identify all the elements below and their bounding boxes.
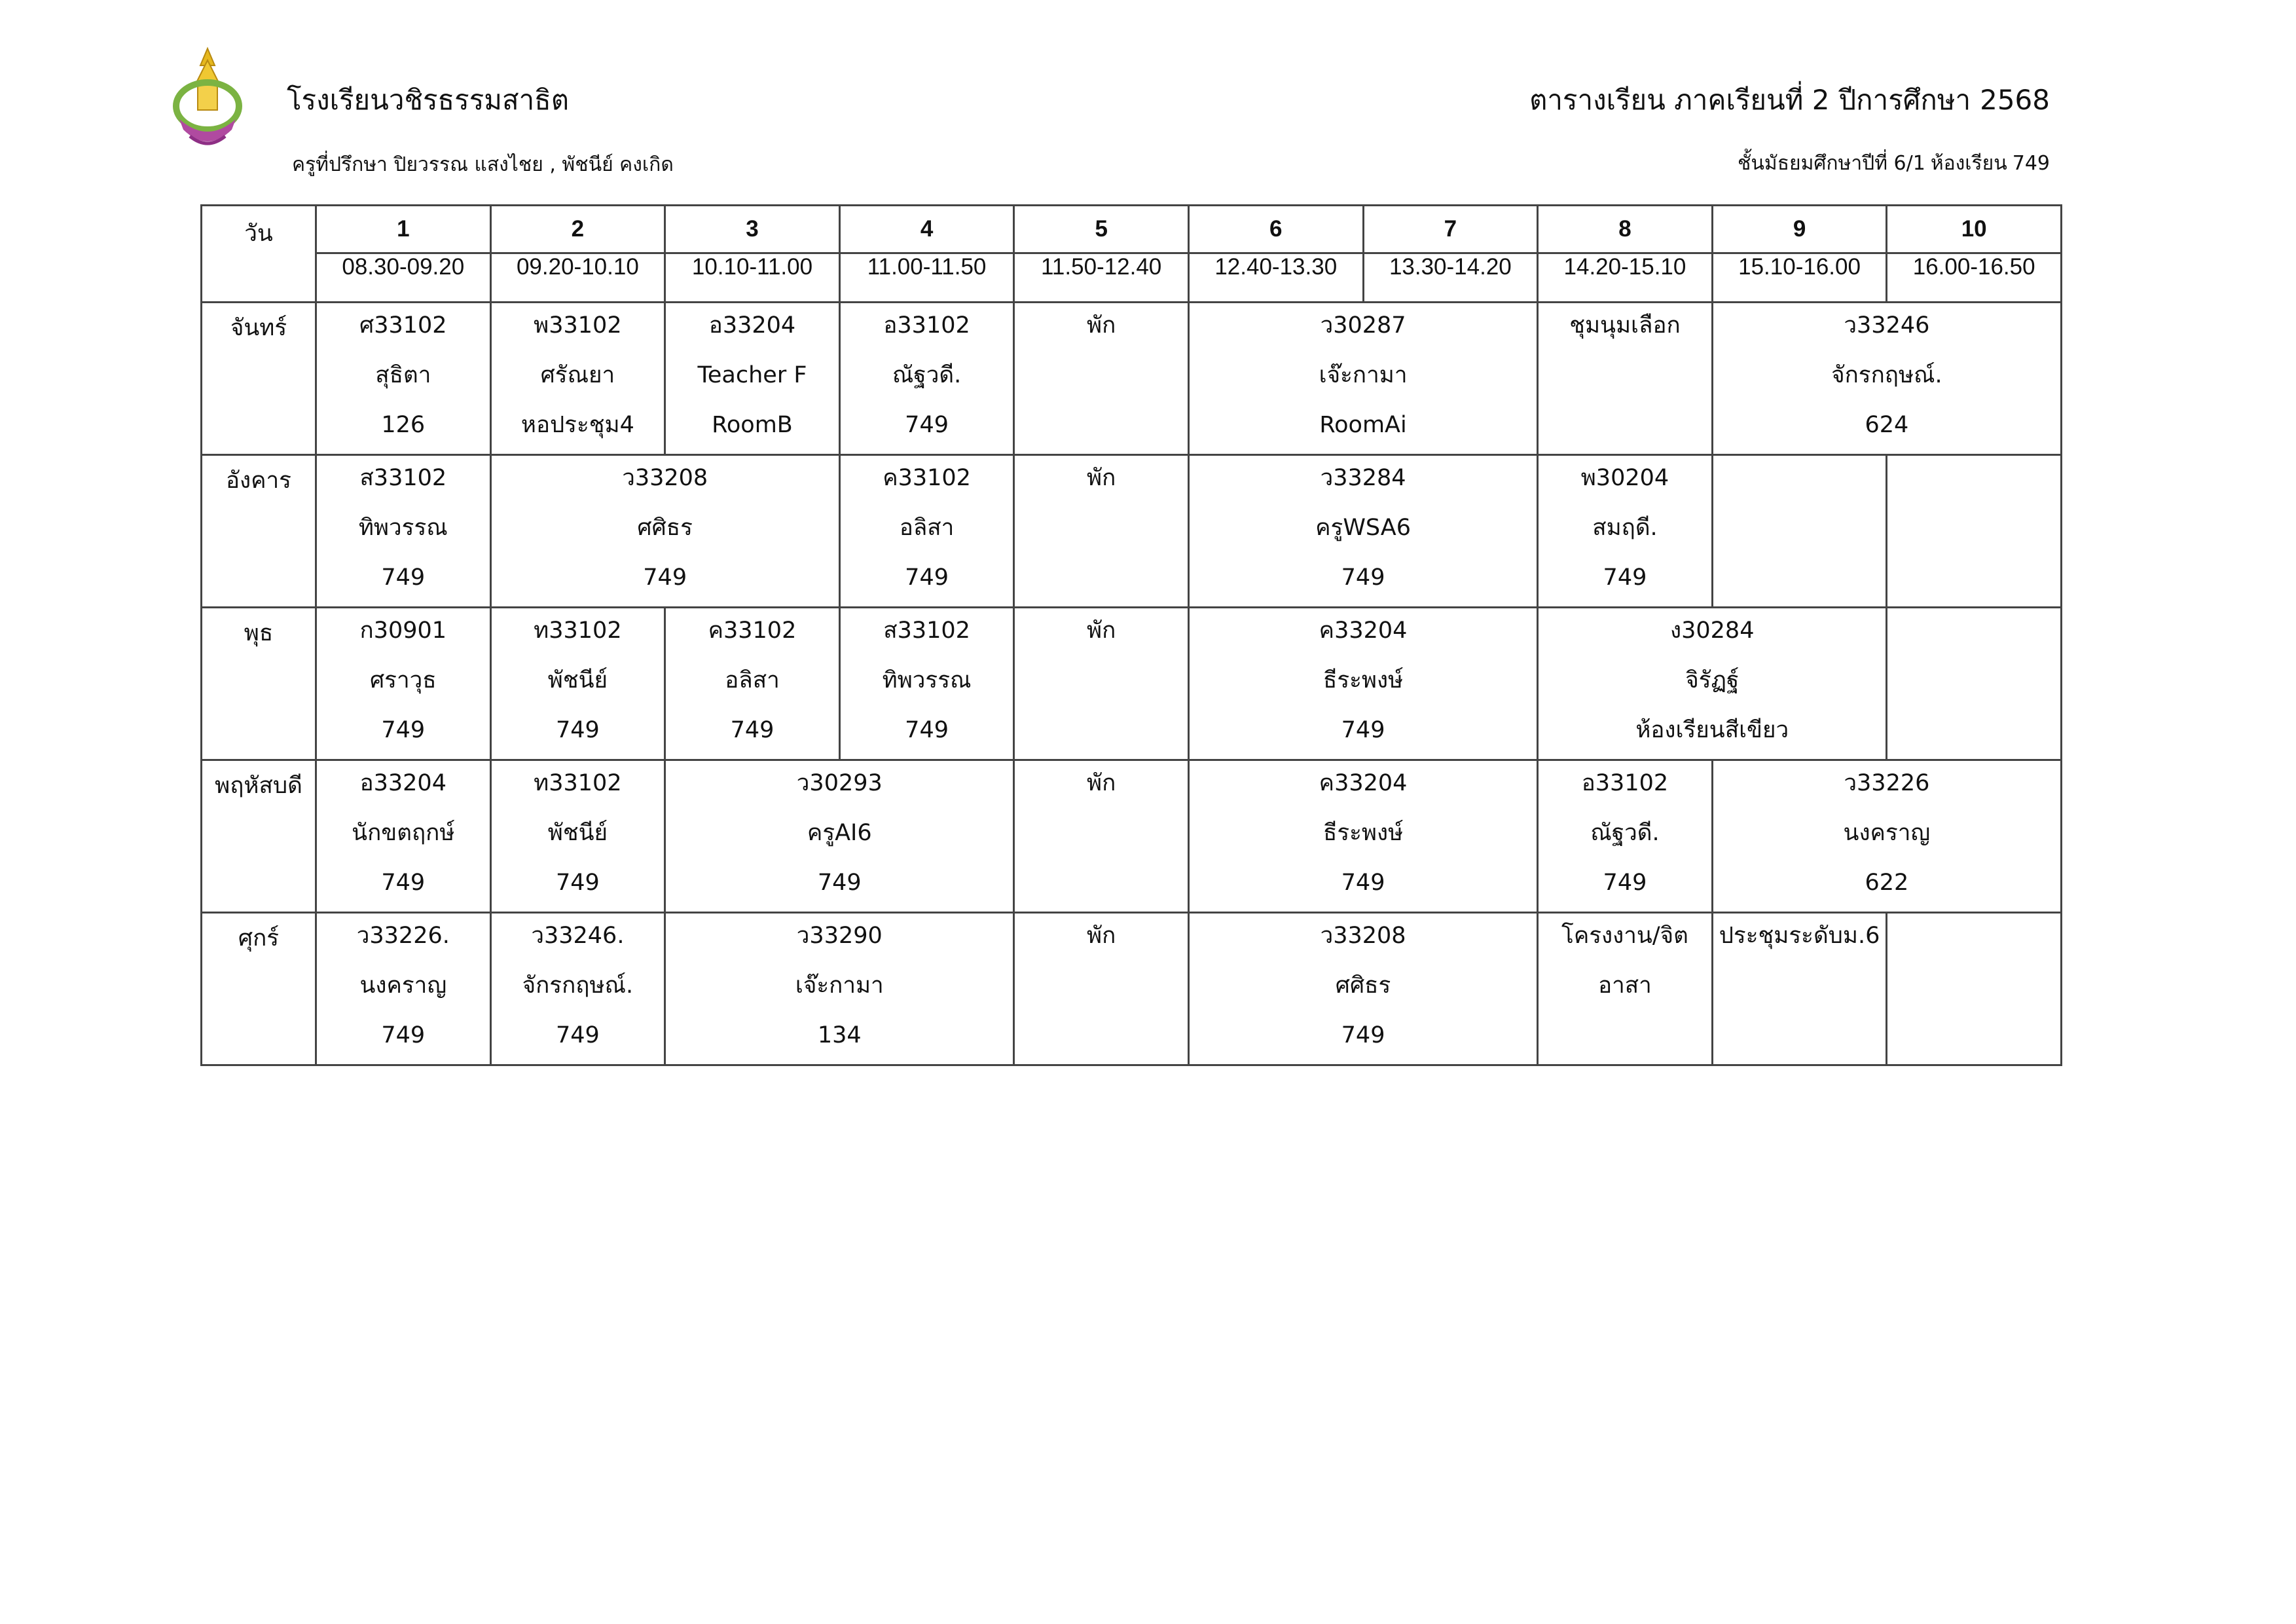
class-cell	[1188, 455, 1537, 608]
day-name: พฤหัสบดี	[202, 760, 316, 913]
room-value: 749	[2012, 152, 2050, 175]
room: 749	[555, 870, 600, 896]
room: 126	[381, 412, 426, 438]
period-number-row	[202, 206, 2062, 253]
teacher-name: ศราวุธ	[369, 667, 437, 693]
period-time: 16.00-16.50	[1887, 253, 2062, 303]
class-cell	[490, 913, 665, 1065]
teacher-name: ครูWSA6	[1315, 515, 1412, 541]
break-label: พัก	[1087, 770, 1116, 796]
day-name: พุธ	[202, 608, 316, 760]
empty-cell	[1712, 455, 1887, 608]
period-time-row	[202, 253, 2062, 303]
break-label: พัก	[1087, 465, 1116, 491]
break-label: พัก	[1087, 312, 1116, 339]
project-cell	[1538, 913, 1713, 1065]
term-title	[1520, 79, 2050, 122]
subject-code: พ30204	[1580, 465, 1669, 491]
teacher-name: ทิพวรรณ	[882, 667, 972, 693]
class-cell	[316, 913, 491, 1065]
period-number: 10	[1887, 206, 2062, 253]
break-cell	[1014, 760, 1189, 913]
subject-code: โครงงาน/จิต	[1561, 923, 1688, 949]
class-cell	[1188, 608, 1537, 760]
room: 624	[1865, 412, 1909, 438]
subject-code: อ33102	[883, 312, 970, 339]
room: RoomAi	[1319, 412, 1407, 438]
teacher-name: ศรัณยา	[540, 362, 615, 388]
room: 749	[1603, 870, 1647, 896]
period-time: 11.50-12.40	[1014, 253, 1189, 303]
subject-code: ว33284	[1320, 465, 1406, 491]
period-time: 13.30-14.20	[1363, 253, 1538, 303]
subject-code: พ33102	[534, 312, 622, 339]
teacher-name: พัชนีย์	[547, 667, 608, 693]
period-time: 11.00-11.50	[839, 253, 1014, 303]
period-time: 15.10-16.00	[1712, 253, 1887, 303]
empty-cell	[1887, 608, 2062, 760]
class-cell	[1712, 303, 2061, 455]
room: 749	[905, 717, 949, 743]
class-cell	[490, 303, 665, 455]
room: 749	[381, 1022, 426, 1048]
subject-code: ส33102	[359, 465, 447, 491]
class-cell	[1188, 913, 1537, 1065]
subject-code: ว33208	[622, 465, 708, 491]
teacher-name: เจ๊ะกามา	[1319, 362, 1408, 388]
room: 749	[905, 564, 949, 591]
subject-code: ค33204	[1319, 770, 1408, 796]
timetable	[200, 204, 2062, 1066]
subject-code: ว33290	[796, 923, 883, 949]
day-row-tuesday	[202, 455, 2062, 608]
period-time: 09.20-10.10	[490, 253, 665, 303]
teacher-name: ณัฐวดี.	[892, 362, 962, 388]
subject-code: ว33246.	[531, 923, 625, 949]
day-row-friday	[202, 913, 2062, 1065]
break-label: พัก	[1087, 923, 1116, 949]
day-name: อังคาร	[202, 455, 316, 608]
day-name: ศุกร์	[202, 913, 316, 1065]
class-cell	[316, 455, 491, 608]
period-time: 12.40-13.30	[1188, 253, 1363, 303]
teacher-name: พัชนีย์	[547, 820, 608, 846]
room: RoomB	[712, 412, 793, 438]
class-cell	[1538, 455, 1713, 608]
class-cell	[839, 303, 1014, 455]
room: 749	[381, 870, 426, 896]
room: 749	[905, 412, 949, 438]
class-cell	[665, 760, 1014, 913]
teacher-name: อาสา	[1598, 972, 1652, 999]
subject-code: ว33226.	[356, 923, 450, 949]
period-number: 8	[1538, 206, 1713, 253]
break-cell	[1014, 608, 1189, 760]
period-time: 08.30-09.20	[316, 253, 491, 303]
room: 749	[1341, 564, 1385, 591]
teacher-name: อลิสา	[725, 667, 780, 693]
teacher-name: ครูAI6	[807, 820, 872, 846]
room-label: ห้องเรียน	[1930, 152, 2007, 175]
teacher-name: นงคราญ	[1843, 820, 1931, 846]
day-header: วัน	[202, 206, 316, 303]
teacher-name: นงคราญ	[359, 972, 447, 999]
break-label: พัก	[1087, 618, 1116, 644]
class-info	[1732, 148, 2050, 179]
school-logo	[172, 46, 244, 157]
room: หอประชุม4	[520, 412, 634, 438]
teacher-name: ศศิธร	[637, 515, 693, 541]
teacher-name: สมฤดี.	[1592, 515, 1658, 541]
period-number: 9	[1712, 206, 1887, 253]
period-time: 10.10-11.00	[665, 253, 840, 303]
room: 749	[1341, 870, 1385, 896]
subject-code: ชุมนุมเลือก	[1569, 312, 1681, 339]
teacher-name: ณัฐวดี.	[1590, 820, 1660, 846]
subject-code: อ33102	[1581, 770, 1669, 796]
subject-code: ค33204	[1319, 618, 1408, 644]
teacher-name: ทิพวรรณ	[358, 515, 448, 541]
class-cell	[665, 303, 840, 455]
year-label: ปีการศึกษา	[1838, 84, 1971, 116]
day-row-wednesday	[202, 608, 2062, 760]
class-cell	[1712, 760, 2061, 913]
class-cell	[665, 913, 1014, 1065]
subject-code: ส33102	[883, 618, 970, 644]
class-cell	[490, 455, 839, 608]
class-cell	[316, 760, 491, 913]
subject-code: ว33208	[1320, 923, 1406, 949]
class-cell	[1188, 760, 1537, 913]
subject-code: ก30901	[359, 618, 447, 644]
period-time: 14.20-15.10	[1538, 253, 1713, 303]
advisor-names: ครูที่ปรึกษา ปิยวรรณ แสงไชย , พัชนีย์ คงเกิด	[292, 153, 674, 176]
room: 749	[1603, 564, 1647, 591]
class-cell	[1538, 608, 1887, 760]
class-cell	[839, 455, 1014, 608]
room: 749	[730, 717, 774, 743]
day-row-monday	[202, 303, 2062, 455]
subject-code: ค33102	[708, 618, 797, 644]
empty-cell	[1887, 455, 2062, 608]
teacher-name: เจ๊ะกามา	[795, 972, 884, 999]
school-name: โรงเรียนวชิรธรรมสาธิต	[287, 84, 570, 116]
room: 749	[381, 564, 426, 591]
room: 749	[643, 564, 687, 591]
subject-code: ศ33102	[359, 312, 447, 339]
period-number: 2	[490, 206, 665, 253]
class-cell	[1188, 303, 1537, 455]
teacher-name: สุธิตา	[375, 362, 431, 388]
teacher-name: จักรกฤษณ์.	[1831, 362, 1942, 388]
room: 749	[1341, 717, 1385, 743]
subject-code: อ33204	[359, 770, 446, 796]
class-cell	[839, 608, 1014, 760]
class-level: ชั้นมัธยมศึกษาปีที่ 6/1	[1738, 152, 1925, 175]
teacher-name: จักรกฤษณ์.	[522, 972, 634, 999]
teacher-name: ศศิธร	[1335, 972, 1391, 999]
subject-code: อ33204	[708, 312, 796, 339]
class-cell	[316, 303, 491, 455]
period-number: 3	[665, 206, 840, 253]
subject-code: ประชุมระดับม.6	[1719, 923, 1880, 949]
class-cell	[490, 760, 665, 913]
day-row-thursday	[202, 760, 2062, 913]
class-cell	[490, 608, 665, 760]
period-number: 7	[1363, 206, 1538, 253]
subject-code: ว33226	[1844, 770, 1930, 796]
empty-cell	[1887, 913, 2062, 1065]
room: ห้องเรียนสีเขียว	[1635, 717, 1789, 743]
room: 749	[555, 717, 600, 743]
class-cell	[665, 608, 840, 760]
period-number: 4	[839, 206, 1014, 253]
room: 134	[817, 1022, 862, 1048]
subject-code: ท33102	[534, 770, 622, 796]
teacher-name: ธีระพงษ์	[1322, 820, 1404, 846]
room: 622	[1865, 870, 1909, 896]
day-name: จันทร์	[202, 303, 316, 455]
club-cell	[1538, 303, 1713, 455]
period-number: 1	[316, 206, 491, 253]
room: 749	[555, 1022, 600, 1048]
meeting-cell	[1712, 913, 1887, 1065]
period-number: 5	[1014, 206, 1189, 253]
subject-code: ง30284	[1670, 618, 1755, 644]
break-cell	[1014, 303, 1189, 455]
subject-code: ว30293	[796, 770, 883, 796]
subject-code: ค33102	[883, 465, 971, 491]
room: 749	[1341, 1022, 1385, 1048]
teacher-name: ธีระพงษ์	[1322, 667, 1404, 693]
class-cell	[1538, 760, 1713, 913]
period-number: 6	[1188, 206, 1363, 253]
teacher-name: จิรัฏฐ์	[1685, 667, 1740, 693]
teacher-name: Teacher F	[697, 362, 807, 388]
subject-code: ว30287	[1320, 312, 1406, 339]
class-cell	[316, 608, 491, 760]
subject-code: ว33246	[1844, 312, 1930, 339]
room: 749	[817, 870, 862, 896]
teacher-name: อลิสา	[899, 515, 955, 541]
teacher-name: นักขตฤกษ์	[352, 820, 455, 846]
subject-code: ท33102	[534, 618, 622, 644]
year-value: 2568	[1980, 84, 2050, 116]
room: 749	[381, 717, 426, 743]
break-cell	[1014, 455, 1189, 608]
term-label: ตารางเรียน ภาคเรียนที่ 2	[1529, 84, 1830, 116]
break-cell	[1014, 913, 1189, 1065]
